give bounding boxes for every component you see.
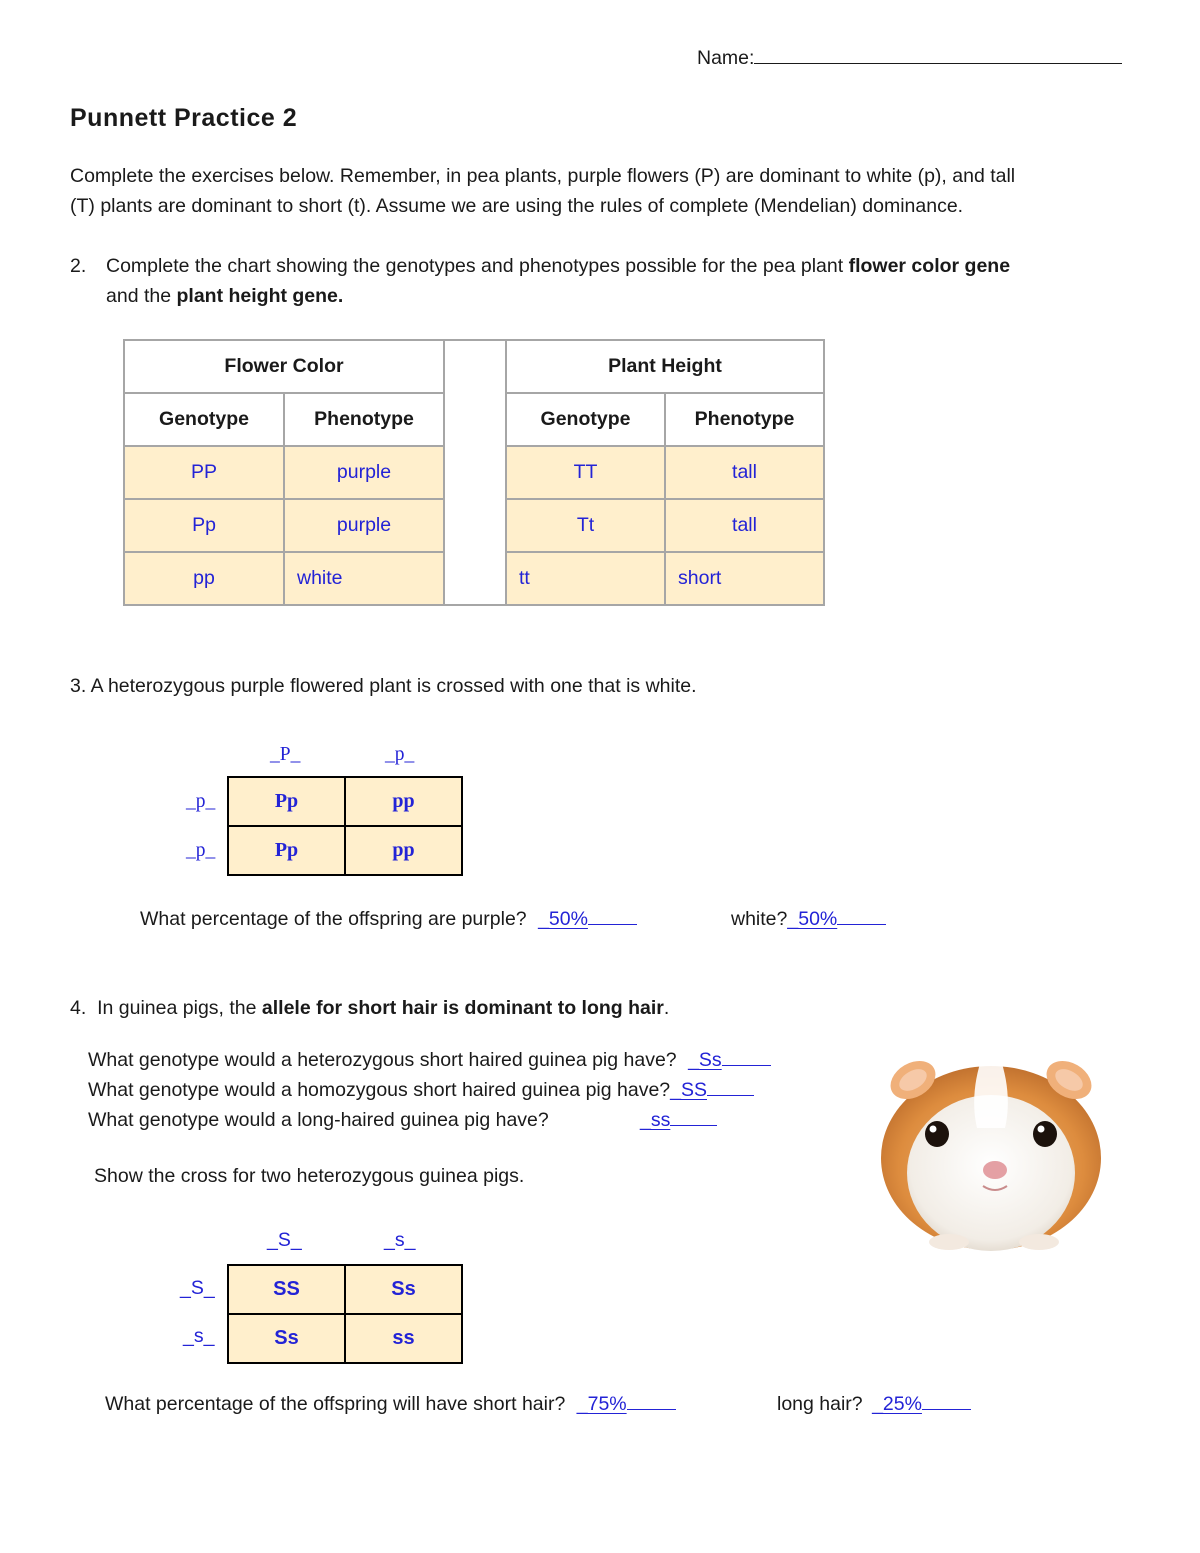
q4-text-bold: allele for short hair is dominant to long hair	[261, 997, 664, 1019]
q4-side-allele-1[interactable]: _S_	[180, 1277, 215, 1299]
q4-question-3-text: What genotype would a long-haired guinea pig have?	[88, 1109, 549, 1131]
name-blank[interactable]	[754, 43, 1122, 64]
flower-phenotype-header: Phenotype	[284, 393, 444, 446]
q3-top-allele-1[interactable]: _P_	[270, 744, 301, 765]
q4-top-allele-1[interactable]: _S_	[267, 1229, 302, 1251]
height-genotype-cell[interactable]: Tt	[506, 499, 665, 552]
q4-answer-3-blank	[670, 1105, 717, 1126]
height-phenotype-cell[interactable]: short	[665, 552, 824, 605]
q4-answer-3-text: _ss	[640, 1109, 671, 1131]
intro-line-2: (T) plants are dominant to short (t). Assume we are using the rules of complete (Mendelian) dominance.	[70, 195, 964, 217]
plant-height-header: Plant Height	[506, 340, 824, 393]
punnett-cell[interactable]: Ss	[345, 1265, 462, 1314]
punnett-cell[interactable]: SS	[228, 1265, 345, 1314]
q4-long-question	[777, 1389, 971, 1419]
q4-question-1-text: What genotype would a heterozygous short haired guinea pig have?	[88, 1049, 677, 1071]
flower-genotype-header: Genotype	[124, 393, 284, 446]
page-title: Punnett Practice 2	[70, 104, 298, 132]
q4-question-2-text: What genotype would a homozygous short haired guinea pig have?	[88, 1079, 671, 1101]
chart-spacer	[444, 340, 506, 605]
q4-answer-1-text: _Ss	[688, 1049, 722, 1071]
intro-line-1: Complete the exercises below. Remember, in pea plants, purple flowers (P) are dominant to white (p), and tall	[70, 165, 1016, 187]
q3-top-allele-2[interactable]: _p_	[385, 744, 415, 765]
q3-white-answer-text: _50%	[787, 908, 838, 930]
q2-number: 2.	[70, 255, 87, 277]
punnett-cell[interactable]: ss	[345, 1314, 462, 1363]
q4-short-blank	[627, 1389, 676, 1410]
q4-long-answer-text: _25%	[872, 1393, 922, 1415]
q2-line-2-text: and the	[106, 285, 177, 307]
q4-short-question	[105, 1389, 676, 1419]
q4-short-answer[interactable]	[577, 1393, 676, 1415]
flower-color-header: Flower Color	[124, 340, 444, 393]
q4-side-allele-2[interactable]: _s_	[183, 1325, 215, 1347]
punnett-cell[interactable]: pp	[345, 777, 462, 826]
flower-phenotype-cell[interactable]: purple	[284, 446, 444, 499]
height-phenotype-header: Phenotype	[665, 393, 824, 446]
q3-side-allele-2[interactable]: _p_	[186, 840, 216, 861]
q4-text	[70, 993, 669, 1023]
q2-line-1	[106, 251, 1010, 281]
flower-genotype-cell[interactable]: Pp	[124, 499, 284, 552]
q3-white-label: white?	[731, 908, 788, 930]
q3-side-allele-1[interactable]: _p_	[186, 791, 216, 812]
q4-text-pre: In guinea pigs, the	[97, 997, 262, 1019]
q4-short-answer-text: _75%	[576, 1393, 627, 1415]
q4-short-label: What percentage of the offspring will have short hair?	[105, 1393, 566, 1415]
q3-purple-answer[interactable]	[538, 908, 637, 930]
flower-genotype-cell[interactable]: pp	[124, 552, 284, 605]
q3-purple-answer-text: _50%	[538, 908, 588, 930]
q3-purple-question	[140, 904, 637, 934]
q4-number: 4.	[70, 997, 87, 1019]
q4-long-label: long hair?	[777, 1393, 863, 1415]
genotype-phenotype-chart	[123, 339, 825, 606]
q2-line-1-text: Complete the chart showing the genotypes and phenotypes possible for the pea plant	[106, 255, 849, 277]
q3-purple-blank	[588, 904, 637, 925]
q4-question-1	[88, 1045, 771, 1075]
height-genotype-cell[interactable]: TT	[506, 446, 665, 499]
q4-answer-1-blank	[722, 1045, 771, 1066]
q4-cross-text: Show the cross for two heterozygous guinea pigs.	[94, 1165, 525, 1187]
q4-answer-3[interactable]	[640, 1105, 717, 1135]
q4-question-3	[88, 1105, 549, 1135]
q4-answer-2-text: _SS	[670, 1079, 707, 1101]
q3-punnett-square	[227, 776, 463, 876]
q2-line-1-bold: flower color gene	[848, 255, 1011, 277]
flower-phenotype-cell[interactable]: purple	[284, 499, 444, 552]
q2-line-2-bold: plant height gene.	[176, 285, 344, 307]
height-phenotype-cell[interactable]: tall	[665, 446, 824, 499]
q3-purple-label: What percentage of the offspring are purple?	[140, 908, 527, 930]
guinea-pig-photo-icon	[879, 1008, 1103, 1252]
punnett-cell[interactable]: Pp	[228, 777, 345, 826]
q2-line-2	[106, 281, 343, 311]
q3-white-answer[interactable]	[787, 908, 886, 930]
q4-question-2	[88, 1075, 754, 1105]
q3-white-blank	[837, 904, 886, 925]
height-genotype-header: Genotype	[506, 393, 665, 446]
q3-text: 3. A heterozygous purple flowered plant is crossed with one that is white.	[70, 675, 697, 697]
q4-top-allele-2[interactable]: _s_	[384, 1229, 416, 1251]
flower-phenotype-cell[interactable]: white	[284, 552, 444, 605]
q4-answer-2-blank	[707, 1075, 754, 1096]
name-field	[697, 43, 1122, 73]
punnett-cell[interactable]: pp	[345, 826, 462, 875]
guinea-pig-illustration	[879, 1008, 1103, 1252]
q4-text-post: .	[663, 997, 670, 1019]
height-genotype-cell[interactable]: tt	[506, 552, 665, 605]
q4-answer-1[interactable]	[688, 1049, 771, 1071]
q4-long-answer[interactable]	[872, 1393, 971, 1415]
q4-answer-2[interactable]	[670, 1079, 754, 1101]
punnett-cell[interactable]: Ss	[228, 1314, 345, 1363]
q3-white-question	[731, 904, 886, 934]
height-phenotype-cell[interactable]: tall	[665, 499, 824, 552]
flower-genotype-cell[interactable]: PP	[124, 446, 284, 499]
punnett-cell[interactable]: Pp	[228, 826, 345, 875]
q4-long-blank	[922, 1389, 971, 1410]
name-label: Name:	[697, 47, 755, 69]
q4-punnett-square	[227, 1264, 463, 1364]
